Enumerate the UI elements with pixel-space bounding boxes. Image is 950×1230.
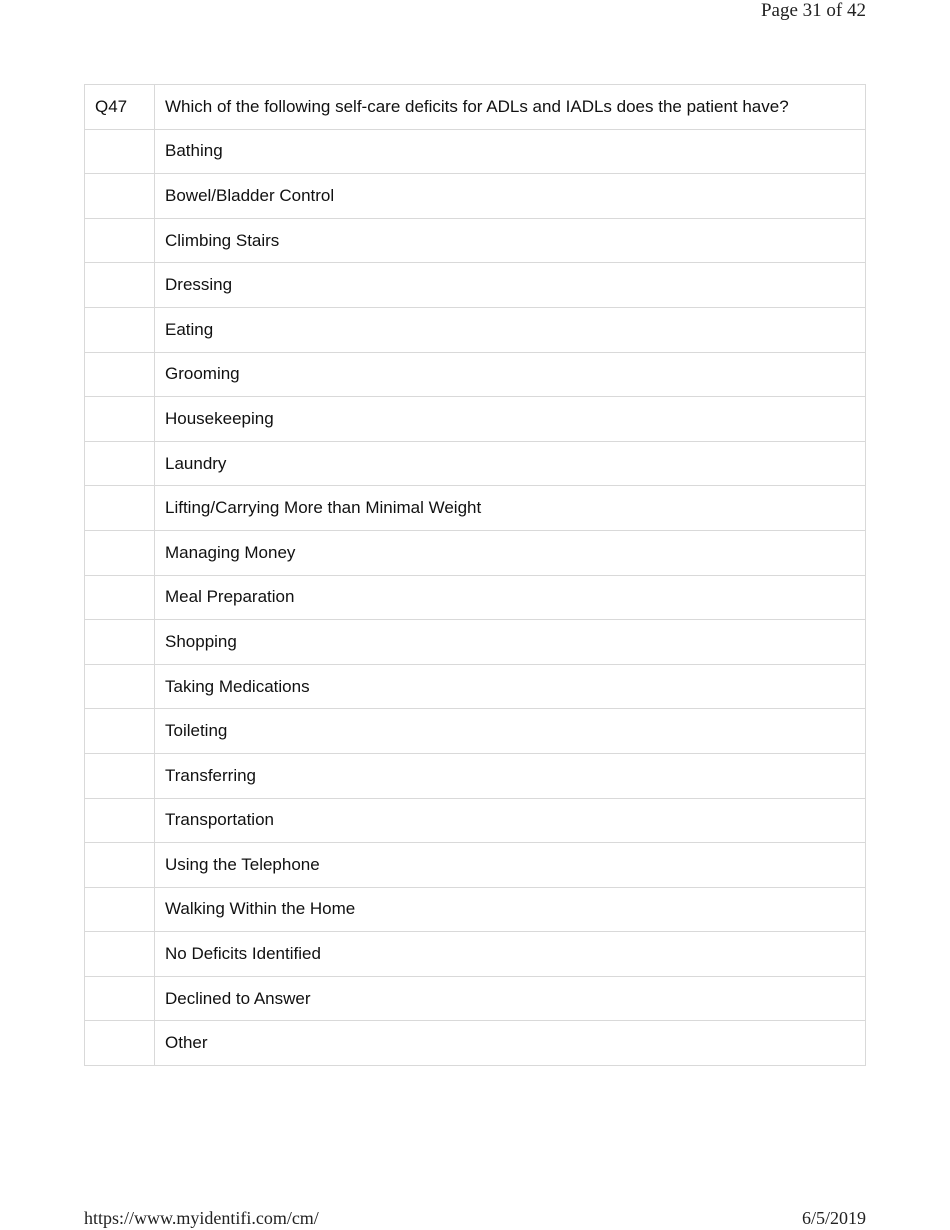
option-number-cell <box>85 620 155 665</box>
question-row <box>85 85 866 130</box>
option-number-cell <box>85 753 155 798</box>
option-number-cell <box>85 129 155 174</box>
option-label: No Deficits Identified <box>155 932 866 977</box>
option-label: Declined to Answer <box>155 976 866 1021</box>
question-table <box>84 84 866 1066</box>
option-label: Managing Money <box>155 530 866 575</box>
option-label: Shopping <box>155 620 866 665</box>
option-label: Lifting/Carrying More than Minimal Weight <box>155 486 866 531</box>
option-label: Bathing <box>155 129 866 174</box>
option-label: Walking Within the Home <box>155 887 866 932</box>
option-row <box>85 307 866 352</box>
option-number-cell <box>85 932 155 977</box>
option-number-cell <box>85 709 155 754</box>
option-number-cell <box>85 1021 155 1066</box>
option-row <box>85 1021 866 1066</box>
option-number-cell <box>85 843 155 888</box>
option-row <box>85 932 866 977</box>
option-label: Eating <box>155 307 866 352</box>
option-number-cell <box>85 798 155 843</box>
option-label: Taking Medications <box>155 664 866 709</box>
option-number-cell <box>85 397 155 442</box>
option-number-cell <box>85 307 155 352</box>
option-row <box>85 218 866 263</box>
option-row <box>85 843 866 888</box>
option-number-cell <box>85 887 155 932</box>
option-label: Housekeeping <box>155 397 866 442</box>
option-row <box>85 486 866 531</box>
option-label: Bowel/Bladder Control <box>155 174 866 219</box>
option-row <box>85 441 866 486</box>
option-number-cell <box>85 441 155 486</box>
option-row <box>85 620 866 665</box>
option-number-cell <box>85 174 155 219</box>
option-label: Grooming <box>155 352 866 397</box>
option-number-cell <box>85 976 155 1021</box>
option-number-cell <box>85 263 155 308</box>
question-text: Which of the following self-care deficits for ADLs and IADLs does the patient have? <box>155 85 866 130</box>
option-row <box>85 753 866 798</box>
option-label: Climbing Stairs <box>155 218 866 263</box>
option-row <box>85 976 866 1021</box>
option-row <box>85 263 866 308</box>
option-row <box>85 129 866 174</box>
option-number-cell <box>85 575 155 620</box>
option-number-cell <box>85 486 155 531</box>
option-row <box>85 575 866 620</box>
option-row <box>85 530 866 575</box>
footer-date: 6/5/2019 <box>801 1208 866 1228</box>
option-number-cell <box>85 352 155 397</box>
option-row <box>85 174 866 219</box>
option-row <box>85 664 866 709</box>
option-label: Laundry <box>155 441 866 486</box>
option-row <box>85 887 866 932</box>
option-label: Other <box>155 1021 866 1066</box>
option-number-cell <box>85 530 155 575</box>
option-row <box>85 798 866 843</box>
page-number: Page 31 of 42 <box>760 0 866 21</box>
option-label: Toileting <box>155 709 866 754</box>
option-row <box>85 397 866 442</box>
question-id: Q47 <box>85 85 155 130</box>
option-number-cell <box>85 218 155 263</box>
footer-url[interactable]: https://www.myidentifi.com/cm/ <box>84 1208 319 1228</box>
option-label: Using the Telephone <box>155 843 866 888</box>
option-label: Dressing <box>155 263 866 308</box>
option-row <box>85 352 866 397</box>
option-label: Meal Preparation <box>155 575 866 620</box>
option-label: Transferring <box>155 753 866 798</box>
option-row <box>85 709 866 754</box>
option-number-cell <box>85 664 155 709</box>
option-label: Transportation <box>155 798 866 843</box>
